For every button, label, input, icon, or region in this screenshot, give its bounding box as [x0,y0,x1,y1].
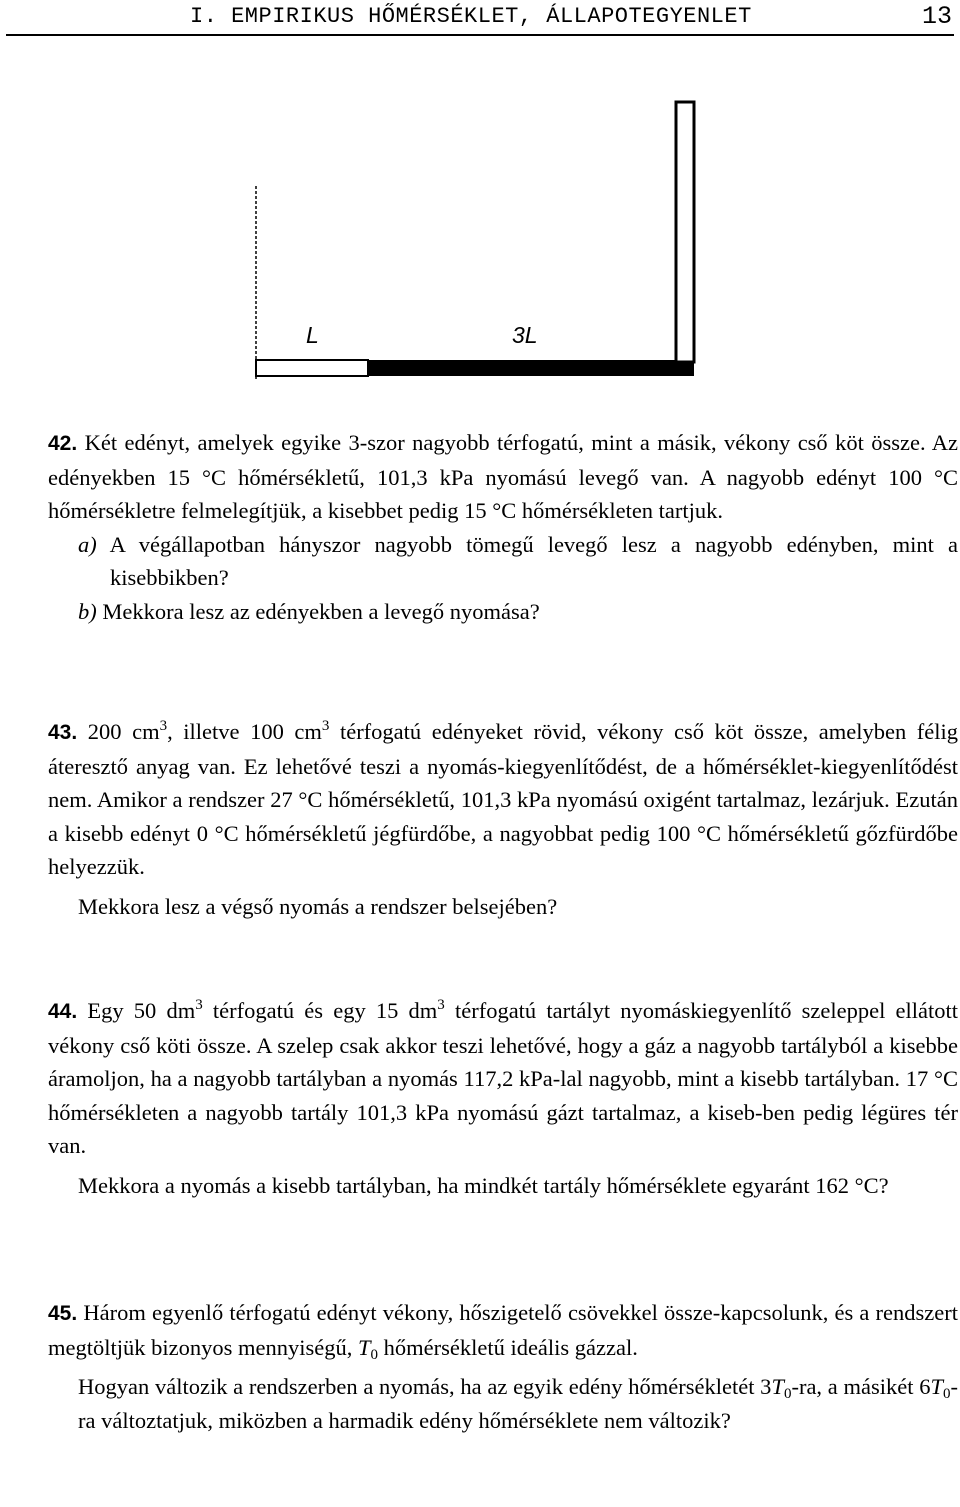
problem-43-text [48,715,958,884]
problem-42 [48,426,958,628]
problem-43 [48,715,958,923]
problem-45-text [48,1296,958,1364]
problem-42-number: 42. [48,432,78,455]
vessels-figure [240,96,710,386]
header-rule [6,34,954,36]
question-part3: -ra változtatjuk, miközben a harmadik edény hőmérséklete nem változik? [78,1374,958,1433]
problem-45-part1: Három egyenlő térfogatú edényt vékony, hőszigetelő csövekkel össze-kapcsolunk, és a rendszert megtöltjük bizonyos mennyiségű, [48,1300,958,1360]
problem-42-part-a [78,528,958,595]
problem-44 [48,994,958,1202]
problem-44-part2: térfogatú és egy 15 dm [202,998,438,1023]
superscript: 3 [437,997,445,1013]
question-part2: -ra, a másikét 6 [791,1374,931,1399]
question-part1: Hogyan változik a rendszerben a nyomás, ha az egyik edény hőmérsékletét 3 [78,1374,772,1399]
problem-42-text [48,426,958,528]
subscript: 0 [943,1386,951,1402]
problem-43-number: 43. [48,721,78,744]
problem-45 [48,1296,958,1437]
part-a-text: A végállapotban hányszor nagyobb tömegű levegő lesz a nagyobb edényben, mint a kisebbikben? [109,531,958,590]
problem-43-part1: 200 cm [87,719,160,744]
part-a-label: a) [78,531,97,557]
problem-45-number: 45. [48,1302,78,1325]
large-vessel-right-wall [676,102,694,362]
large-vessel-bottom [368,360,694,376]
superscript: 3 [159,718,168,734]
superscript: 3 [321,718,330,734]
subscript: 0 [783,1386,792,1402]
small-vessel-bottom [256,360,368,376]
running-header [0,0,960,40]
superscript: 3 [195,997,203,1013]
variable-T: T [771,1374,784,1399]
small-vessel-label: L [306,322,319,348]
part-b-text: Mekkora lesz az edényekben a levegő nyomása? [102,598,540,624]
chapter-title: I. EMPIRIKUS HŐMÉRSÉKLET, ÁLLAPOTEGYENLET [190,4,752,29]
problem-43-question: Mekkora lesz a végső nyomás a rendszer belsejében? [78,893,558,919]
variable-T: T [930,1374,943,1399]
problem-44-number: 44. [48,1000,78,1023]
problem-45-question [78,1370,958,1437]
problem-42-body: Két edényt, amelyek egyike 3-szor nagyobb térfogatú, mint a másik, vékony cső köt össze. Az edényekben 15 °C hőmérsékletű, 101,3 kPa nyomású levegő van. A nagyobb edényt 100 °C hőmérsékletre felmelegítjük, a kisebbet pedig 15 °C hőmérsékleten tartjuk. [48,430,958,523]
problem-44-text [48,994,958,1163]
problem-45-part2: hőmérsékletű ideális gázzal. [377,1334,638,1360]
problem-42-part-b [78,595,958,629]
problem-44-part3: térfogatú tartályt nyomáskiegyenlítő szeleppel ellátott vékony cső köti össze. A szelep csak akkor teszi lehetővé, hogy a gáz a nagyobb tartályból a kisebbe áramoljon, ha a nagyobb tartályban a nyomás 117,2 kPa-lal nagyobb, mint a kisebb tartályban. 17 °C hőmérsékleten a nagyobb tartály 101,3 kPa nyomású gázt tartalmaz, a kiseb-ben pedig légüres tér van. [48,998,958,1158]
vessels-diagram [240,96,710,386]
page-number: 13 [921,2,952,31]
problem-43-part3: térfogatú edényeket rövid, vékony cső köt össze, amelyben félig áteresztő anyag van. Ez lehetővé teszi a nyomás-kiegyenlítődést, de a hőmérséklet-kiegyenlítődést nem. Amikor a rendszer 27 °C hőmérsékletű, 101,3 kPa nyomású oxigént tartalmaz, lezárjuk. Ezután a kisebb edényt 0 °C hőmérsékletű jégfürdőbe, a nagyobbat pedig 100 °C hőmérsékletű gőzfürdőbe helyezzük. [48,719,959,879]
variable-T: T [357,1334,371,1360]
problem-44-part1: Egy 50 dm [87,998,196,1023]
problem-43-part2: , illetve 100 cm [167,719,322,744]
part-b-label: b) [78,598,97,624]
large-vessel-label: 3L [512,322,538,348]
problem-44-question: Mekkora a nyomás a kisebb tartályban, ha mindkét tartály hőmérséklete egyaránt 162 °C? [78,1172,889,1198]
subscript: 0 [370,1346,378,1363]
